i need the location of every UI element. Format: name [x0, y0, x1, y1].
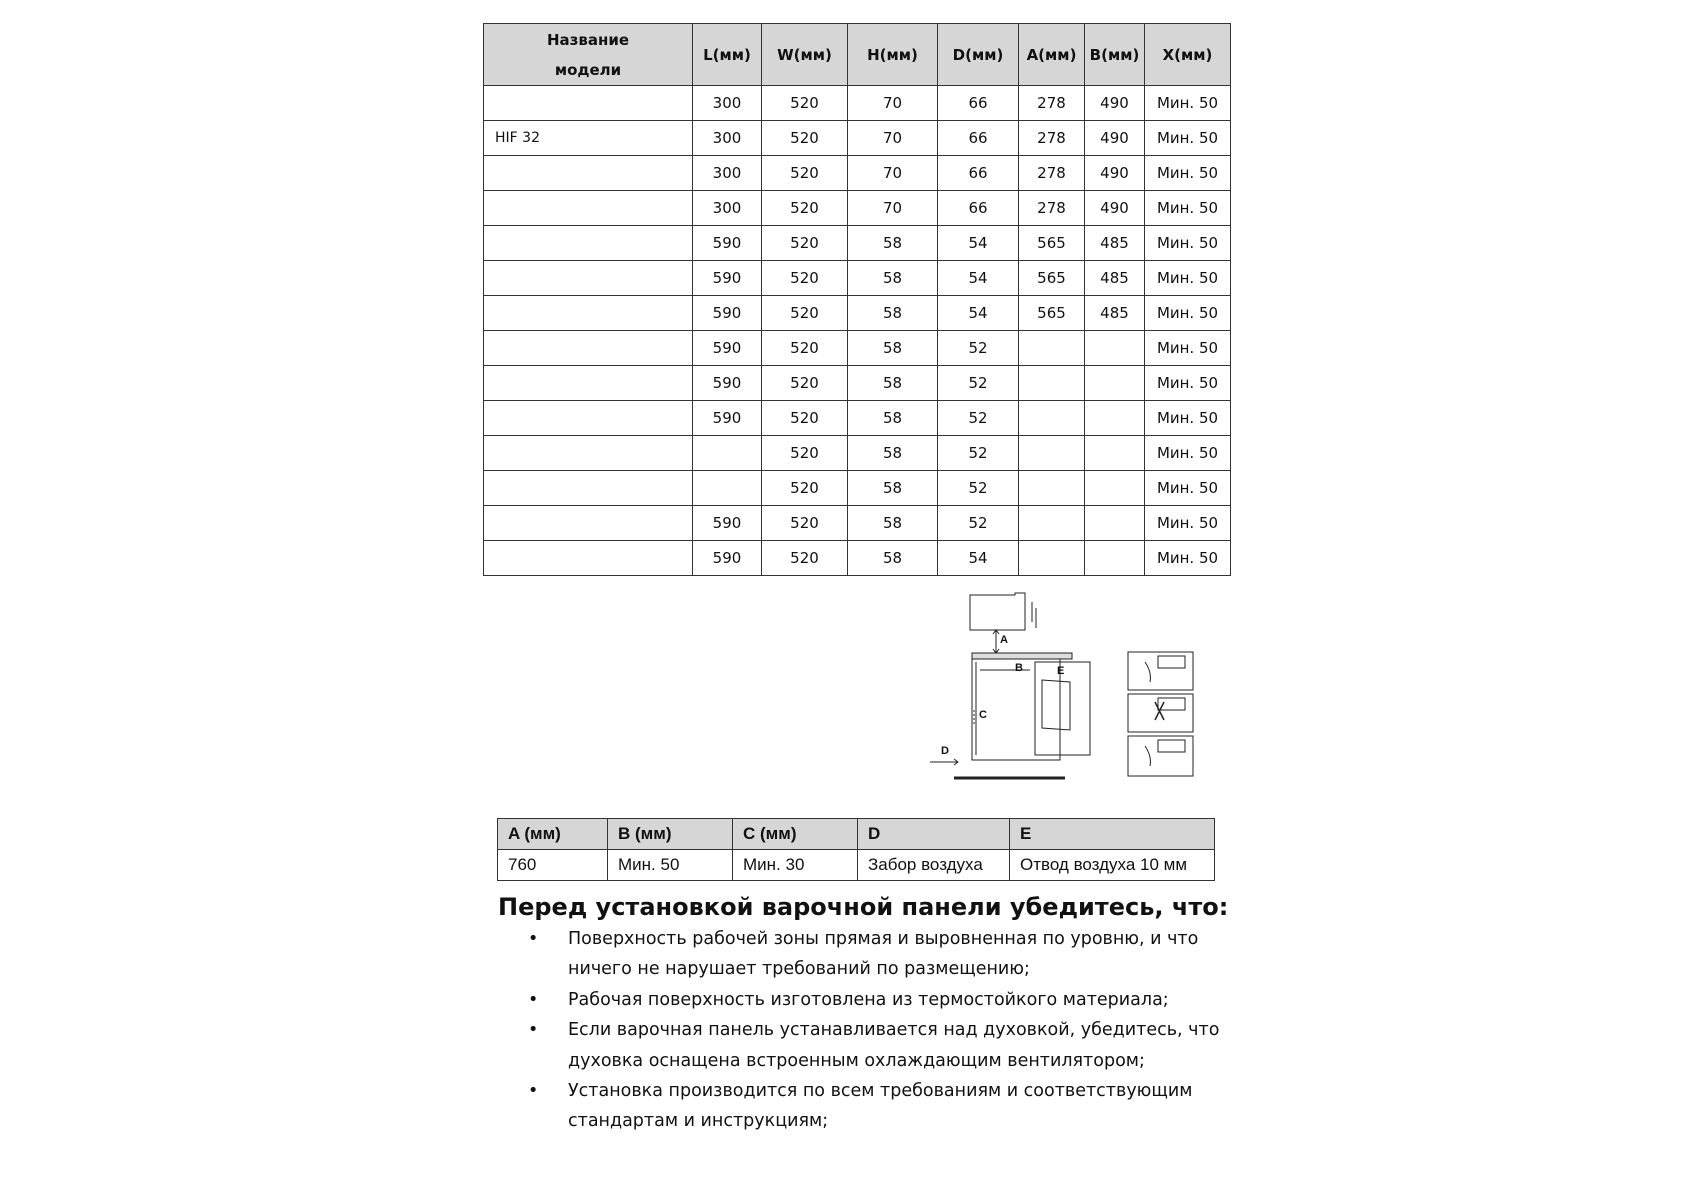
cell-h: 58: [848, 541, 938, 576]
cell-w: 520: [762, 191, 848, 226]
cell-model: [484, 471, 693, 506]
clearance-value-row: [498, 850, 1215, 881]
header-x: X(мм): [1145, 24, 1231, 86]
cell-w: 520: [762, 331, 848, 366]
cell-a: [1019, 401, 1085, 436]
cell-a: 278: [1019, 86, 1085, 121]
clearance-value-d: Забор воздуха: [858, 850, 1010, 881]
cell-d: 54: [938, 261, 1019, 296]
cell-l: 590: [693, 331, 762, 366]
cell-x: Мин. 50: [1145, 226, 1231, 261]
cell-a: [1019, 366, 1085, 401]
table-row: [484, 471, 1231, 506]
cell-x: Мин. 50: [1145, 471, 1231, 506]
table-row: [484, 121, 1231, 156]
bullet: •: [528, 929, 539, 949]
cell-d: 54: [938, 296, 1019, 331]
cell-l: 590: [693, 401, 762, 436]
clearance-header-b: B (мм): [608, 819, 733, 850]
cell-w: 520: [762, 436, 848, 471]
cell-a: [1019, 436, 1085, 471]
cell-x: Мин. 50: [1145, 261, 1231, 296]
cell-x: Мин. 50: [1145, 401, 1231, 436]
bullet: •: [528, 1020, 539, 1041]
cell-a: 565: [1019, 296, 1085, 331]
table-row: [484, 436, 1231, 471]
cell-h: 70: [848, 121, 938, 156]
cell-a: 565: [1019, 226, 1085, 261]
cell-x: Мин. 50: [1145, 86, 1231, 121]
cell-d: 52: [938, 331, 1019, 366]
table-row: [484, 296, 1231, 331]
cell-h: 58: [848, 436, 938, 471]
clearance-header-d: D: [858, 819, 1010, 850]
cell-d: 66: [938, 121, 1019, 156]
cell-w: 520: [762, 86, 848, 121]
header-d: D(мм): [938, 24, 1019, 86]
bullet: •: [528, 1081, 539, 1102]
cell-d: 66: [938, 86, 1019, 121]
upper-cabinet-shape: [970, 593, 1025, 630]
cell-model: [484, 436, 693, 471]
cell-h: 70: [848, 156, 938, 191]
cell-x: Мин. 50: [1145, 156, 1231, 191]
cell-h: 58: [848, 506, 938, 541]
cell-w: 520: [762, 296, 848, 331]
header-a: A(мм): [1019, 24, 1085, 86]
cell-h: 58: [848, 296, 938, 331]
cell-d: 54: [938, 226, 1019, 261]
cell-w: 520: [762, 541, 848, 576]
cell-model: [484, 331, 693, 366]
header-h: H(мм): [848, 24, 938, 86]
cell-w: 520: [762, 471, 848, 506]
cell-l: 590: [693, 541, 762, 576]
cell-b: [1085, 366, 1145, 401]
cell-l: 300: [693, 121, 762, 156]
dimensions-table-body: [484, 86, 1231, 576]
clearance-header-e: E: [1010, 819, 1215, 850]
cell-l: 300: [693, 86, 762, 121]
cell-model: [484, 226, 693, 261]
header-l: L(мм): [693, 24, 762, 86]
cell-w: 520: [762, 156, 848, 191]
cell-x: Мин. 50: [1145, 436, 1231, 471]
cell-model: [484, 366, 693, 401]
cell-a: 278: [1019, 191, 1085, 226]
cell-h: 58: [848, 226, 938, 261]
cell-a: [1019, 541, 1085, 576]
header-model-line1: Название: [546, 30, 630, 49]
diagram-label-c: C: [979, 709, 987, 721]
cell-d: 52: [938, 401, 1019, 436]
cell-a: [1019, 506, 1085, 541]
table-row: [484, 506, 1231, 541]
cell-d: 52: [938, 471, 1019, 506]
cell-d: 52: [938, 506, 1019, 541]
cell-b: [1085, 331, 1145, 366]
cell-l: 300: [693, 156, 762, 191]
diagram-label-a: A: [1000, 634, 1008, 646]
cell-d: 52: [938, 366, 1019, 401]
cell-x: Мин. 50: [1145, 191, 1231, 226]
bullet: •: [528, 989, 539, 1010]
cell-x: Мин. 50: [1145, 296, 1231, 331]
x-mark-icon: [1155, 702, 1164, 720]
cell-d: 54: [938, 541, 1019, 576]
clearance-value-e: Отвод воздуха 10 мм: [1010, 850, 1215, 881]
header-w: W(мм): [762, 24, 848, 86]
checklist-item: [528, 1076, 1228, 1137]
header-model-name: [484, 24, 693, 86]
dimensions-table: [483, 23, 1231, 576]
cell-l: 300: [693, 191, 762, 226]
cell-b: 485: [1085, 296, 1145, 331]
cell-x: Мин. 50: [1145, 366, 1231, 401]
table-row: [484, 191, 1231, 226]
clearance-table: [497, 818, 1215, 881]
table-row: [484, 156, 1231, 191]
cell-h: 58: [848, 261, 938, 296]
cell-b: [1085, 541, 1145, 576]
clearance-value-c: Мин. 30: [733, 850, 858, 881]
header-model-line2: модели: [554, 60, 622, 79]
cell-l: 590: [693, 226, 762, 261]
cell-d: 52: [938, 436, 1019, 471]
cell-h: 58: [848, 366, 938, 401]
diagram-label-d: D: [941, 745, 949, 757]
cell-model: [484, 541, 693, 576]
cell-b: [1085, 506, 1145, 541]
dimensions-header-row: [484, 24, 1231, 86]
cell-b: [1085, 471, 1145, 506]
cell-model: [484, 401, 693, 436]
cell-w: 520: [762, 121, 848, 156]
cell-l: 590: [693, 296, 762, 331]
cell-model: [484, 296, 693, 331]
checklist-title: Перед установкой варочной панели убедитесь, что:: [498, 893, 1229, 921]
cell-l: 590: [693, 261, 762, 296]
table-row: [484, 331, 1231, 366]
cell-model: [484, 261, 693, 296]
clearance-header-row: [498, 819, 1215, 850]
cell-model: [484, 86, 693, 121]
variant-panel-1: [1128, 652, 1193, 690]
clearance-header-a: A (мм): [498, 819, 608, 850]
table-row: [484, 541, 1231, 576]
cell-x: Мин. 50: [1145, 541, 1231, 576]
cell-a: [1019, 331, 1085, 366]
cell-x: Мин. 50: [1145, 331, 1231, 366]
hob-shape: [972, 653, 1072, 659]
cell-h: 58: [848, 401, 938, 436]
cell-b: 490: [1085, 86, 1145, 121]
checklist-item: [528, 1015, 1228, 1076]
table-row: [484, 366, 1231, 401]
cell-w: 520: [762, 401, 848, 436]
table-row: [484, 226, 1231, 261]
cell-model: [484, 506, 693, 541]
table-row: [484, 261, 1231, 296]
cell-x: Мин. 50: [1145, 506, 1231, 541]
cell-w: 520: [762, 366, 848, 401]
clearance-value-b: Мин. 50: [608, 850, 733, 881]
checklist-item-text: Рабочая поверхность изготовлена из термостойкого материала;: [568, 989, 1169, 1010]
table-row: [484, 86, 1231, 121]
cell-b: 485: [1085, 226, 1145, 261]
checklist-item-text: Поверхность рабочей зоны прямая и выровненная по уровню, и что ничего не нарушает требований по размещению;: [568, 929, 1199, 980]
cell-b: 490: [1085, 121, 1145, 156]
cell-a: 565: [1019, 261, 1085, 296]
table-row: [484, 401, 1231, 436]
cell-h: 70: [848, 86, 938, 121]
clearance-value-a: 760: [498, 850, 608, 881]
cell-h: 58: [848, 471, 938, 506]
cell-model: [484, 156, 693, 191]
cell-a: 278: [1019, 156, 1085, 191]
cell-l: 590: [693, 506, 762, 541]
cell-l: 590: [693, 366, 762, 401]
cell-h: 70: [848, 191, 938, 226]
cell-l: [693, 471, 762, 506]
header-b: B(мм): [1085, 24, 1145, 86]
cell-model: [484, 191, 693, 226]
cell-w: 520: [762, 261, 848, 296]
variant-panel-3: [1128, 736, 1193, 776]
cell-b: 490: [1085, 191, 1145, 226]
cell-w: 520: [762, 226, 848, 261]
cell-h: 58: [848, 331, 938, 366]
cell-b: 490: [1085, 156, 1145, 191]
cell-d: 66: [938, 191, 1019, 226]
checklist-item: [528, 924, 1228, 985]
cell-b: 485: [1085, 261, 1145, 296]
cell-a: 278: [1019, 121, 1085, 156]
cell-l: [693, 436, 762, 471]
checklist: [528, 924, 1228, 1137]
cell-b: [1085, 401, 1145, 436]
checklist-item-text: Если варочная панель устанавливается над духовкой, убедитесь, что духовка оснащена встроенным охлаждающим вентилятором;: [568, 1020, 1220, 1071]
cell-w: 520: [762, 506, 848, 541]
checklist-item-text: Установка производится по всем требованиям и соответствующим стандартам и инструкциям;: [568, 1081, 1193, 1132]
diagram-label-e: E: [1057, 665, 1065, 677]
installation-diagram: [930, 590, 1200, 790]
cell-x: Мин. 50: [1145, 121, 1231, 156]
cell-b: [1085, 436, 1145, 471]
cell-a: [1019, 471, 1085, 506]
diagram-label-b: B: [1015, 662, 1023, 674]
clearance-header-c: C (мм): [733, 819, 858, 850]
cell-d: 66: [938, 156, 1019, 191]
cell-model: HIF 32: [484, 121, 693, 156]
checklist-item: [528, 985, 1228, 1015]
